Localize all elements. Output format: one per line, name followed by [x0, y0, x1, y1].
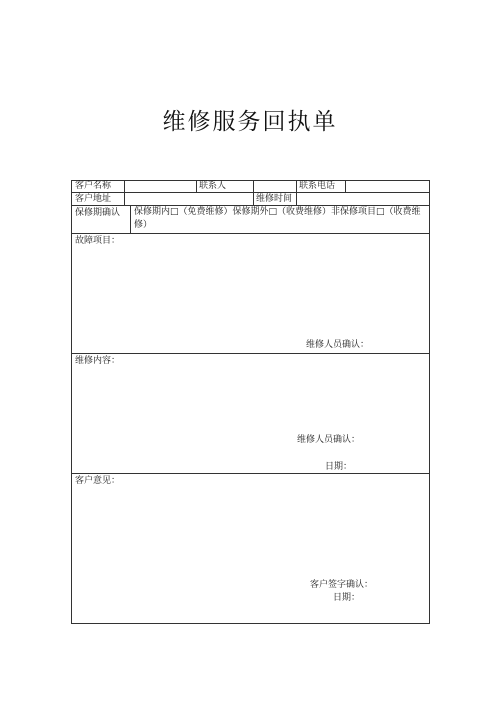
customer-address-label: 客户地址 [75, 194, 112, 204]
phone-label: 联系电话 [299, 181, 336, 191]
customer-name-label: 客户名称 [75, 181, 112, 191]
repair-content-label: 维修内容： [75, 356, 121, 366]
receipt-form [71, 180, 430, 624]
fault-items-label: 故障项目： [75, 236, 121, 246]
opinion-date-label: 日期： [333, 593, 361, 603]
row-divider [72, 192, 429, 193]
col-divider [296, 181, 297, 192]
col-divider [124, 181, 125, 192]
col-divider [253, 192, 254, 205]
repair-time-label: 维修时间 [256, 194, 293, 204]
col-divider [124, 192, 125, 205]
row-divider [72, 353, 429, 354]
row-divider [72, 233, 429, 234]
col-divider [130, 205, 131, 233]
fault-technician-confirm: 维修人员确认： [306, 340, 370, 350]
page-title: 维修服务回执单 [162, 109, 338, 135]
customer-opinion-label: 客户意见： [75, 476, 121, 486]
contact-label: 联系人 [199, 181, 227, 191]
row-divider [72, 473, 429, 474]
content-date-label: 日期： [325, 462, 353, 472]
col-divider [253, 181, 254, 192]
col-divider [196, 181, 197, 192]
col-divider [296, 192, 297, 205]
warranty-confirm-label: 保修期确认 [75, 208, 121, 218]
warranty-options: 保修期内□（免费维修）保修期外□（收费维修）非保修项目□（收费维修） [134, 207, 421, 230]
col-divider [345, 181, 346, 192]
content-technician-confirm: 维修人员确认： [297, 435, 361, 445]
customer-sign-confirm: 客户签字确认： [310, 580, 374, 590]
